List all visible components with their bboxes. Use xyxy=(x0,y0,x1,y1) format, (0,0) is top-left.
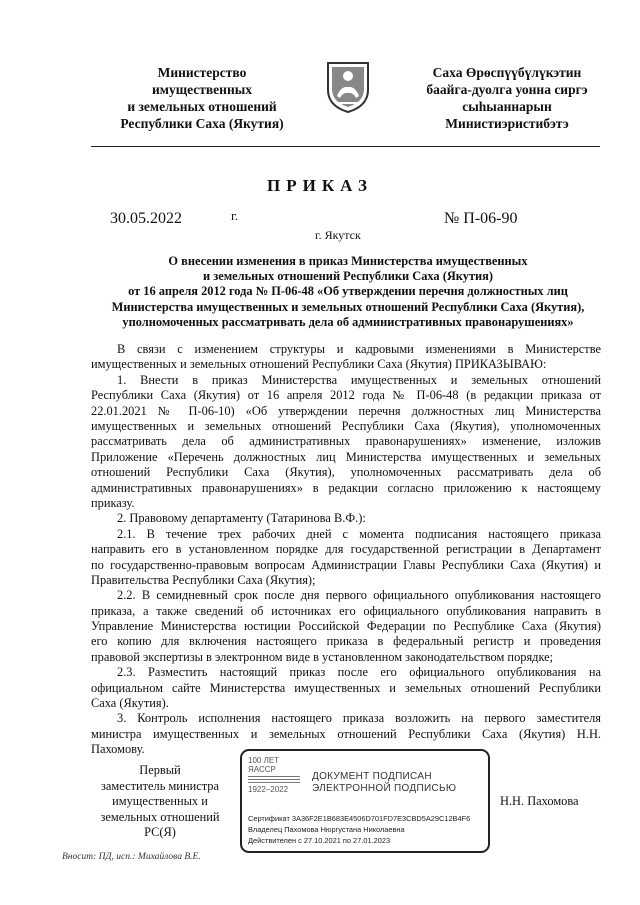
body-line: правовой экспертизы в электронном виде в установленном законодательством порядке; xyxy=(91,649,554,664)
body-line: Саха (Якутия). xyxy=(91,696,169,711)
header-line: имущественных xyxy=(151,82,253,97)
certificate-number: Сертификат 3A36F2E1B683E4506D701FD7E3CBD5A29C12B4F6 xyxy=(248,814,471,823)
body-line: Республики Саха (Якутия) от 16 апреля 2012 года № П-06-48 (в редакции приказа от xyxy=(91,388,601,403)
ministry-name-ru xyxy=(92,64,312,132)
position-line: РС(Я) xyxy=(144,825,176,840)
header-line: Республики Саха (Якутия) xyxy=(120,116,284,131)
body-line: направить его в установленном порядке для государственной регистрации в Департамент xyxy=(91,542,601,557)
certificate-validity: Действителен с 27.10.2021 по 27.01.2023 xyxy=(248,836,391,845)
order-subject xyxy=(88,254,608,330)
logo-divider xyxy=(248,782,300,783)
body-line: Управление Министерства юстиции Российской Федерации по Республике Саха (Якутия) xyxy=(91,619,601,634)
subject-line: уполномоченных рассматривать дела об административных правонарушениях» xyxy=(122,314,574,329)
logo-line: ЯАССР xyxy=(248,765,276,774)
body-line: 1. Внести в приказ Министерства имущественных и земельных отношений xyxy=(117,372,601,387)
body-line: Пахомову. xyxy=(91,742,145,757)
header-line: баайга-дуолга уонна сиргэ xyxy=(426,82,588,97)
order-body xyxy=(91,342,601,758)
position-line: заместитель министра xyxy=(101,778,219,793)
body-line: 3. Контроль исполнения настоящего приказа возложить на первого заместителя xyxy=(117,711,601,726)
stamp-title xyxy=(312,771,456,795)
body-line: 22.01.2021 № П-06-10) «Об утверждении перечня должностных лиц Министерства xyxy=(91,403,601,418)
signer-name: Н.Н. Пахомова xyxy=(500,794,579,808)
document-title: ПРИКАЗ xyxy=(267,176,373,195)
order-date: 30.05.2022 xyxy=(110,210,182,227)
body-line: официальном сайте Министерства имущественных и земельных отношений Республики xyxy=(91,680,601,695)
logo-divider xyxy=(248,779,300,780)
ministry-name-sah xyxy=(396,64,618,132)
body-line: имущественных и земельных отношений Республики Саха (Якутия), уполномоченных xyxy=(91,418,601,433)
body-line: В связи с изменением структуры и кадровыми изменениями в Министерстве xyxy=(117,342,601,356)
anniversary-logo-icon xyxy=(248,756,300,808)
body-line: по государственно-правовым вопросам Администрации Главы Республики Саха (Якутия) и xyxy=(91,557,601,572)
stamp-title-line: ДОКУМЕНТ ПОДПИСАН xyxy=(312,771,432,782)
order-city: г. Якутск xyxy=(315,228,361,242)
body-line: приказу. xyxy=(91,495,135,510)
certificate-owner: Владелец Пахомова Нюргустана Николаевна xyxy=(248,825,405,834)
body-line: министра имущественных и земельных отношений Республики Саха (Якутия) Н.Н. xyxy=(91,726,601,741)
body-line: 2. Правовому департаменту (Татаринова В.Ф.): xyxy=(117,511,366,526)
body-line: 2.3. Разместить настоящий приказ после его официального опубликования на xyxy=(117,665,601,680)
header-line: и земельных отношений xyxy=(127,99,277,114)
order-number: № П-06-90 xyxy=(444,210,518,227)
logo-line: 100 ЛЕТ xyxy=(248,756,280,765)
signer-position xyxy=(96,763,224,841)
body-line: отношений Республики Саха (Якутия), уполномоченных рассматривать дела об xyxy=(91,465,601,480)
executor-note: Вносит: ПД, исп.: Михайлова В.Е. xyxy=(62,852,201,862)
logo-divider xyxy=(248,776,300,777)
subject-line: О внесении изменения в приказ Министерства имущественных xyxy=(168,254,528,268)
position-line: Первый xyxy=(139,763,181,777)
position-line: земельных отношений xyxy=(100,809,220,824)
electronic-signature-stamp xyxy=(240,749,490,853)
stamp-title-line: ЭЛЕКТРОННОЙ ПОДПИСЬЮ xyxy=(312,783,457,794)
header-line: Министерство xyxy=(157,65,247,80)
body-line: 2.1. В течение трех рабочих дней с момента подписания настоящего приказа xyxy=(117,526,601,541)
body-line: его копию для включения настоящего приказа в федеральный регистр и проведения xyxy=(91,634,601,649)
body-line: приказа, а также сведений об источниках его официального опубликования направить в xyxy=(91,603,601,618)
body-line: 2.2. В семидневный срок после дня первого официального опубликования настоящего xyxy=(117,588,601,603)
header-divider xyxy=(91,146,600,147)
body-line: рассматривать дела об административных правонарушениях» изменение, изложив xyxy=(91,434,601,449)
position-line: имущественных и xyxy=(112,794,208,809)
year-mark: г. xyxy=(231,208,239,223)
body-line: имущественных и земельных отношений Республики Саха (Якутия) ПРИКАЗЫВАЮ: xyxy=(91,357,547,372)
subject-line: и земельных отношений Республики Саха (Якутия) xyxy=(202,269,494,284)
subject-line: от 16 апреля 2012 года № П-06-48 «Об утверждении перечня должностных лиц xyxy=(128,284,568,299)
stamp-details xyxy=(248,813,484,846)
logo-line: 1922–2022 xyxy=(248,785,289,794)
yakutia-emblem-icon xyxy=(323,60,373,114)
body-line: административных правонарушениях» в редакции согласно приложению к настоящему xyxy=(91,480,601,495)
body-line: Правительства Республики Саха (Якутия); xyxy=(91,572,316,587)
body-line: Приложение «Перечень должностных лиц Министерства имущественных и земельных xyxy=(91,449,601,464)
header-line: сыһыаннарын xyxy=(462,99,552,114)
header-line: Саха Өрөспүүбүлүкэтин xyxy=(432,65,582,80)
subject-line: Министерства имущественных и земельных отношений Республики Саха (Якутия), xyxy=(111,299,585,314)
header-line: Министиэристибэтэ xyxy=(445,116,569,131)
